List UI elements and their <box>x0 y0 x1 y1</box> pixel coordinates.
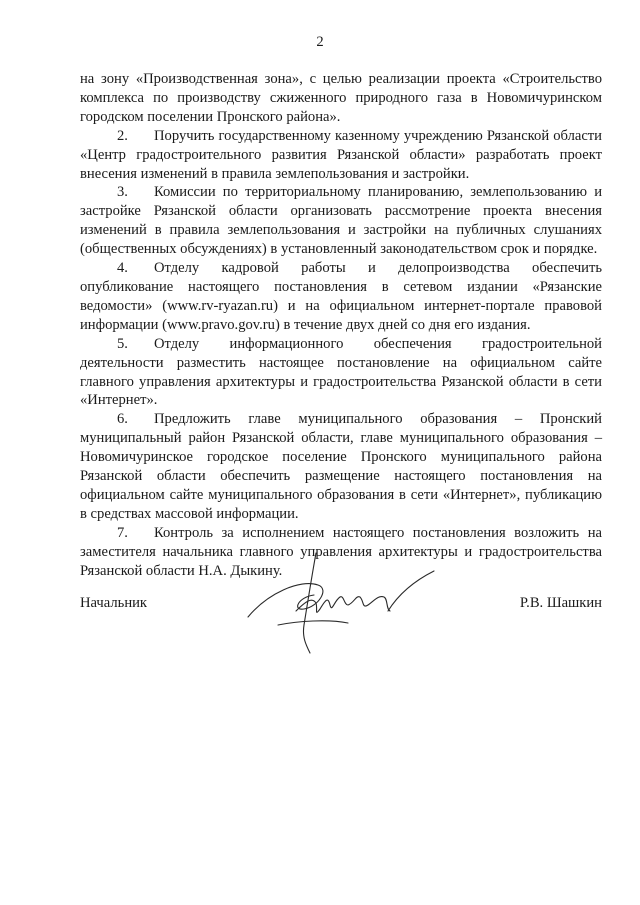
item-text: Отделу кадровой работы и делопроизводства обеспечить опубликование настоящего постановления в сетевом издании «Рязанские ведомости» (www.rv-ryazan.ru) и на официальном интернет-портале правовой информации (www.pravo.gov.ru) в течение двух дней со дня его издания. <box>80 260 602 333</box>
signatory-name: Р.В. Шашкин <box>519 595 602 611</box>
item-number: 2. <box>117 127 128 144</box>
item-number: 4. <box>117 260 128 277</box>
intro-paragraph: на зону «Производственная зона», с целью реализации проекта «Строительство комплекса по производству сжиженного природного газа в Новомичуринском городском поселении Пронского района». <box>80 71 602 125</box>
item-number: 5. <box>117 335 128 352</box>
list-item-2 <box>80 127 602 184</box>
item-number: 3. <box>117 184 128 201</box>
signatory-title: Начальник <box>80 595 148 611</box>
list-item-3 <box>80 183 602 259</box>
item-number: 6. <box>117 411 128 428</box>
item-number: 7. <box>117 524 128 541</box>
item-text: Поручить государственному казенному учреждению Рязанской области «Центр градостроительного развития Рязанской области» разработать проект внесения изменений в правила землепользования и застройки. <box>80 127 602 182</box>
page-number: 2 <box>316 34 324 50</box>
list-item-4 <box>80 259 602 335</box>
item-text: Предложить главе муниципального образования – Пронский муниципальный район Рязанской области, главе муниципального образования – Новомичуринское городское поселение Пронского муниципального района Рязанской области обеспечить размещение настоящего постановления на официальном сайте муниципального образования в сети «Интернет», публикацию в средствах массовой информации. <box>80 411 602 522</box>
handwritten-signature <box>238 545 438 660</box>
document-body <box>80 70 602 580</box>
item-text: Отделу информационного обеспечения градостроительной деятельности разместить настоящее постановление на официальном сайте главного управления архитектуры и градостроительства Рязанской области в сети «Интернет». <box>80 335 602 409</box>
item-text: Контроль за исполнением настоящего постановления возложить на заместителя начальника главного управления архитектуры и градостроительства Рязанской области Н.А. Дыкину. <box>80 524 602 579</box>
list-item-5 <box>80 335 602 411</box>
item-text: Комиссии по территориальному планированию, землепользованию и застройке Рязанской области организовать рассмотрение проекта внесения изменений в правила землепользования и застройки на публичных слушаниях (общественных обсуждениях) в установленный законодательством срок и порядке. <box>80 184 602 258</box>
list-item-6 <box>80 410 602 523</box>
